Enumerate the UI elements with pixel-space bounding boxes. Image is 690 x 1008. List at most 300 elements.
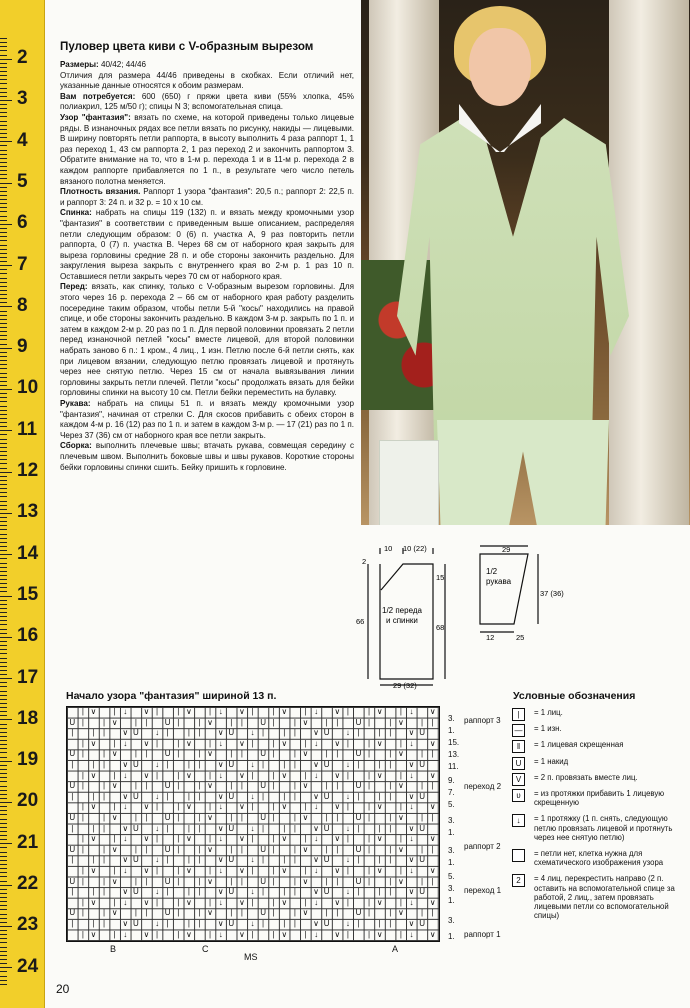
chart-cell-symbol: ∨ [207,749,214,759]
ruler-number: 13 [17,501,39,523]
chart-cell-symbol: | [357,728,360,738]
ruler-tick [0,273,7,274]
chart-cell-symbol: | [187,791,190,801]
ruler-tick [0,203,7,204]
chart-cell-symbol: | [283,823,286,833]
sleeve-height: 37 (36) [540,589,564,598]
chart-cell-symbol: | [209,897,212,907]
ruler-tick [0,703,7,704]
ruler-tick [0,178,7,179]
chart-cell-symbol: ↓ [314,707,319,716]
ruler-tick [0,674,7,675]
chart-cell-symbol: | [304,802,307,812]
chart-cell-symbol: U [69,781,76,791]
ruler-tick [0,604,7,605]
ruler-tick [0,538,7,539]
ruler-tick [0,872,7,873]
chart-cell-symbol: | [92,823,95,833]
chart-cell-symbol: ∨ [143,866,150,875]
chart-cell-symbol: U [228,728,235,738]
chart-cell-symbol: ∨ [111,876,118,886]
ruler-tick [0,567,7,568]
chart-cell-symbol: | [156,866,159,875]
chart-cell-symbol: | [368,844,371,854]
chart-cell-symbol: U [355,813,362,822]
chart-cell-symbol: | [113,770,116,780]
chart-cell-symbol: U [228,855,235,865]
ruler-tick [0,183,12,184]
chart-cell-symbol: | [71,919,74,928]
ruler-tick [0,967,12,968]
ruler-number: 15 [17,583,39,605]
article-paragraph [60,92,354,113]
chart-cell-symbol: | [368,834,371,844]
chart-cell-symbol: ∨ [429,770,436,780]
ruler-tick [0,434,7,435]
chart-cell-symbol: U [419,791,425,801]
paragraph-body: вязать по схеме, на которой приведены только лицевые ряды. В изнаночных рядах все петли вязать по рисунку, накиды — лицевыми. В ширину повторять петли раппорта, в высоту выполнить 4 раза раппорт 1, 1 раз переход 1, 43 см раппорта 2, 1 раз переход 2 и закончить раппортом 3. Обратите внимание на то, что в 1-м р. перехода 1 и в 11-м р. перехода 2 в каждом раппорте прибавляется по 1 п., в результате чего число петель вязаного полотна меняется. [60,112,354,186]
ruler-number: 14 [17,542,39,564]
chart-cell-symbol: U [228,919,235,928]
ruler-tick [0,980,7,981]
chart-cell-symbol: | [251,770,254,780]
chart-cell-symbol: ∨ [302,717,309,727]
chart-cell-symbol: | [230,876,233,886]
chart-cell-symbol: | [293,876,296,886]
ruler-tick [0,914,7,915]
chart-cell-symbol: | [166,823,169,833]
chart-cell-symbol: | [389,749,392,759]
front-label: 1/2 переда и спинки [382,606,422,625]
ruler-tick [0,360,7,361]
legend-text: = 1 протяжку (1 п. снять, следующую петлю провязать лицевой и протянуть через нее снятую петлю) [534,814,673,842]
ruler-tick [0,150,7,151]
chart-cell-symbol: | [81,707,84,716]
legend-text: = 1 лиц. [534,708,563,717]
chart-cell-symbol: | [156,834,159,844]
chart-cell-symbol: U [133,823,139,833]
chart-cell-symbol: | [166,791,169,801]
chart-cell-symbol: | [230,844,233,854]
chart-cell-symbol: ∨ [376,770,383,780]
legend-item [512,849,688,867]
chart-cell-symbol: | [113,929,116,939]
chart-cell-symbol: ∨ [185,770,192,780]
chart-cell-symbol: ∨ [217,823,224,833]
chart-cell-symbol: | [346,802,349,812]
legend-text: = 1 накид [534,756,569,766]
section-label: раппорт 2 [464,842,501,851]
ruler-tick [0,847,7,848]
chart-cell-symbol: ∨ [334,834,341,844]
article-paragraph [60,399,354,441]
chart-cell-symbol: U [260,876,266,886]
legend-item [512,740,688,752]
chart-cell-symbol: ∨ [111,908,118,918]
ruler-number: 10 [17,377,39,399]
chart-cell-symbol: ↓ [345,760,350,769]
paragraph-body: набрать на спицы 51 п. и вязать между кромочными узор "фантазия", начиная от стрелки С. Для скосов прибавить с обеих сторон в каждом 4-м р. 16 (12) раз по 1 п. и затем в каждом 3-м р. — 17 (21) раз по 1 п. Через 37 (36) см от наборного края все петли закрыть. [60,399,354,440]
chart-cell-symbol: | [262,728,265,738]
chart-cell-symbol: | [177,813,180,822]
ruler-tick [0,129,7,130]
chart-cell-symbol: ↓ [345,728,350,738]
row-number: 5. [448,872,455,881]
chart-cell-symbol: U [355,876,362,886]
ruler-tick [0,682,7,683]
ruler-tick [0,521,7,522]
ruler-tick [0,356,7,357]
pattern-schematics [340,540,690,690]
ruler-tick [0,257,7,258]
ruler-tick [0,191,7,192]
chart-cell-symbol: U [323,728,330,738]
ruler-tick [0,579,7,580]
section-label: переход 2 [464,782,502,791]
chart-cell-symbol: | [177,834,180,844]
chart-cell-symbol: ∨ [185,707,192,716]
paragraph-body: выполнить плечевые швы; втачать рукава, совмещая середину с плечевым швом. Выполнить боковые швы и швы рукавов. Короткие стороны бейки горловины спинки сшить. Бейку пришить к горловине. [60,441,354,472]
chart-cell-symbol: | [368,749,371,759]
chart-cell-symbol: | [262,855,265,865]
chart-cell-symbol: ∨ [207,781,214,791]
chart-cell-symbol: ∨ [143,738,150,748]
ruler-tick [0,121,7,122]
chart-cell-symbol: ∨ [90,770,97,780]
chart-cell-symbol: ∨ [111,844,118,854]
chart-cell-symbol: | [198,749,201,759]
chart-cell-symbol: | [357,760,360,769]
chart-cell-symbol: ↓ [409,738,414,748]
ruler-tick [0,220,7,221]
chart-cell-symbol: ↓ [345,791,350,801]
ruler-tick [0,959,7,960]
chart-cell-symbol: ∨ [90,897,97,907]
chart-cell-symbol: | [368,770,371,780]
chart-cell-symbol: | [272,738,275,748]
chart-cell-symbol: U [260,844,266,854]
ruler-tick [0,641,7,642]
chart-cell-symbol: ∨ [408,728,415,738]
ruler-tick [0,761,12,762]
ruler-number: 11 [17,418,38,440]
ruler-tick [0,860,7,861]
chart-cell-symbol: | [209,929,212,939]
legend [512,708,688,927]
chart-cell-symbol: U [419,760,425,769]
chart-cell-symbol: U [164,876,171,886]
chart-cell-symbol: | [378,728,381,738]
chart-cell-symbol: | [336,876,339,886]
chart-cell-symbol: ∨ [397,781,404,791]
chart-cell-symbol: ∨ [90,707,97,716]
paragraph-heading: Спинка: [60,208,92,218]
chart-cell-symbol: | [336,813,339,822]
ruler-tick [0,819,7,820]
ruler-tick [0,637,12,638]
ruler-tick [0,145,7,146]
chart-cell-symbol: | [81,738,84,748]
row-number: 13. [448,750,460,759]
ruler-tick [0,695,7,696]
ruler-tick [0,612,7,613]
ruler-tick [0,55,7,56]
ruler-number: 7 [17,253,28,275]
ruler-number: 4 [17,129,28,151]
legend-symbol: — [512,724,525,737]
ruler-tick [0,249,7,250]
ruler-number: 3 [17,88,28,110]
ruler-tick [0,666,7,667]
ruler-tick [0,583,7,584]
ruler-tick [0,509,7,510]
paragraph-heading: Плотность вязания. [60,187,141,197]
chart-cell-symbol: ∨ [397,749,404,759]
chart-cell-symbol: | [177,866,180,875]
chart-cell-symbol: ∨ [397,908,404,918]
chart-cell-symbol: U [323,823,330,833]
ruler-tick [0,112,7,113]
ruler-tick [0,955,7,956]
ruler-tick [0,59,12,60]
chart-cell-symbol: ∨ [207,717,214,727]
chart-cell-symbol: | [81,802,84,812]
article-paragraphs [60,60,354,473]
chart-cell-symbol: ↓ [409,770,414,780]
ruler-tick [0,876,7,877]
ruler-tick [0,232,7,233]
ruler-tick [0,839,7,840]
chart-cell-symbol: ∨ [217,791,224,801]
article-paragraph [60,441,354,473]
chart-cell-symbol: ∨ [376,707,383,716]
chart-cell-symbol: | [113,738,116,748]
chart-cell-symbol: ∨ [122,760,129,769]
chart-cell-symbol: ↓ [123,802,128,812]
chart-cell-symbol: | [293,749,296,759]
chart-title: Начало узора "фантазия" шириной 13 п. [66,690,277,702]
chart-cell-symbol: | [304,834,307,844]
model-pants [437,420,609,525]
chart-cell-symbol: U [69,908,76,918]
ruler-tick [0,319,7,320]
chart-cell-symbol: ∨ [376,834,383,844]
ruler-tick [0,488,7,489]
chart-cell-symbol: ∨ [217,760,224,769]
chart-cell-symbol: U [260,908,266,918]
legend-item [512,874,688,920]
ruler-number: 12 [17,460,39,481]
chart-cell-symbol: | [272,908,275,918]
ruler-tick [0,662,7,663]
chart-cell-symbol: | [198,791,201,801]
legend-symbol [512,849,525,862]
chart-cell-symbol: | [240,908,243,918]
ruler-tick [0,253,7,254]
row-number: 3. [448,714,455,723]
chart-cell-symbol: U [133,919,139,928]
ruler-tick [0,715,7,716]
chart-cell-symbol: ↓ [155,855,160,865]
row-number: 1. [448,828,455,837]
chart-cell-symbol: | [283,728,286,738]
ruler-tick [0,339,7,340]
chart-cell-symbol: ∨ [429,834,436,844]
ruler-tick [0,814,7,815]
paragraph-body: 40/42; 44/46 [98,60,147,69]
legend-item [512,814,688,842]
ruler-tick [0,88,7,89]
row-number: 7. [448,788,455,797]
ruler-tick [0,211,7,212]
chart-cell-symbol: ∨ [281,802,288,812]
legend-symbol: | [512,708,525,721]
chart-cell-symbol: | [325,876,328,886]
chart-cell-symbol: ∨ [238,707,245,716]
chart-cell-symbol: ↓ [123,738,128,748]
ruler-tick [0,740,7,741]
ruler-tick [0,282,7,283]
chart-cell-symbol: | [103,823,106,833]
chart-cell-symbol: | [92,760,95,769]
ruler-tick [0,294,7,295]
ruler-tick [0,451,7,452]
ruler-tick [0,653,7,654]
chart-cell-symbol: ∨ [376,929,383,939]
chart-cell-symbol: | [368,738,371,748]
chart-cell-symbol: ∨ [217,728,224,738]
ruler-tick [0,472,12,473]
ruler-tick [0,831,7,832]
row-number: 3. [448,916,455,925]
chart-cell-symbol: ↓ [250,855,255,865]
chart-cell-symbol: | [240,813,243,822]
ruler-tick [0,769,7,770]
chart-cell-symbol: | [145,781,148,791]
chart-cell-symbol: ∨ [397,813,404,822]
chart-cell-symbol: U [69,813,76,822]
ruler-tick [0,133,7,134]
chart-cell-symbol: | [293,813,296,822]
chart-cell-symbol: | [357,919,360,928]
chart-cell-symbol: | [187,919,190,928]
front-top-b: 10 (22) [403,544,427,553]
legend-symbol: 2 [512,874,525,887]
chart-cell-symbol: | [431,813,434,822]
ruler-tick [0,352,7,353]
chart-cell-symbol: | [134,813,137,822]
front-bottom: 29 (32) [393,681,417,690]
chart-cell-symbol: | [103,855,106,865]
ruler-tick [0,881,7,882]
ruler-tick [0,240,7,241]
paragraph-body: Раппорт 1 узора "фантазия": 20,5 п.; раппорт 2: 22,5 п. и раппорт 3: 24 п. и 32 р. = 10 х 10 см. [60,187,354,207]
chart-cell-symbol: | [293,823,296,833]
chart-cell-symbol: | [399,802,402,812]
chart-cell-symbol: | [272,929,275,939]
chart-cell-symbol: | [103,876,106,886]
chart-cell-symbol: | [346,929,349,939]
legend-item [512,789,688,807]
ruler-number: 2 [17,47,28,68]
chart-cell-symbol: | [399,929,402,939]
chart-cell-symbol: | [357,887,360,897]
chart-cell-symbol: | [187,855,190,865]
chart-cell-symbol: ∨ [313,728,320,738]
chart-cell-symbol: U [260,781,266,791]
chart-cell-symbol: ↓ [155,823,160,833]
ruler-tick [0,430,12,431]
ruler-tick [0,707,7,708]
chart-cell-symbol: ∨ [408,791,415,801]
chart-cell-symbol: | [293,887,296,897]
chart-cell-symbol: ↓ [409,707,414,716]
ruler-tick [0,286,7,287]
ruler-tick [0,575,7,576]
chart-cell-symbol: | [272,813,275,822]
chart-cell-symbol: ∨ [313,887,320,897]
chart-cell-symbol: | [368,866,371,875]
legend-item [512,773,688,782]
chart-cell-symbol: ∨ [376,802,383,812]
chart-cell-symbol: | [378,823,381,833]
chart-cell-symbol: | [399,770,402,780]
ruler-tick [0,125,7,126]
chart-cell-symbol: ↓ [123,866,128,875]
ruler-tick [0,600,7,601]
ruler-tick [0,843,12,844]
row-number: 5. [448,800,455,809]
chart-cell-symbol: | [145,749,148,759]
ruler-tick [0,629,7,630]
chart-cell-symbol: ↓ [218,770,223,780]
chart-cell-symbol: | [272,749,275,759]
chart-cell-symbol: | [251,834,254,844]
ruler-tick [0,596,12,597]
ruler-tick [0,711,7,712]
ruler-tick [0,331,7,332]
ruler-tick [0,517,7,518]
legend-symbol: ǁ [512,740,525,753]
chart-cell-symbol: | [240,717,243,727]
ruler-tick [0,315,7,316]
ruler-number: 16 [17,625,39,647]
chart-cell-symbol: ∨ [334,707,341,716]
chart-cell-symbol: | [431,876,434,886]
chart-cell-symbol: ∨ [302,749,309,759]
chart-cell-symbol: U [323,855,330,865]
chart-cell-symbol: | [103,813,106,822]
ruler-tick [0,306,12,307]
ruler-tick [0,71,7,72]
chart-cell-symbol: | [421,717,424,727]
chart-cell-symbol: U [133,855,139,865]
ruler-tick [0,38,7,39]
sleeve-bottom-a: 12 [486,633,495,642]
chart-cell-symbol: | [304,866,307,875]
chart-cell-symbol: ↓ [218,802,223,812]
ruler-tick [0,410,7,411]
chart-cell-symbol: | [368,876,371,886]
ruler-tick [0,63,7,64]
chart-cell-symbol: | [304,929,307,939]
ruler-tick [0,484,7,485]
chart-cell-symbol: ∨ [122,791,129,801]
chart-cell-symbol: | [336,717,339,727]
chart-cell-symbol: ∨ [313,760,320,769]
ruler-tick [0,443,7,444]
chart-cell-symbol: | [71,855,74,865]
